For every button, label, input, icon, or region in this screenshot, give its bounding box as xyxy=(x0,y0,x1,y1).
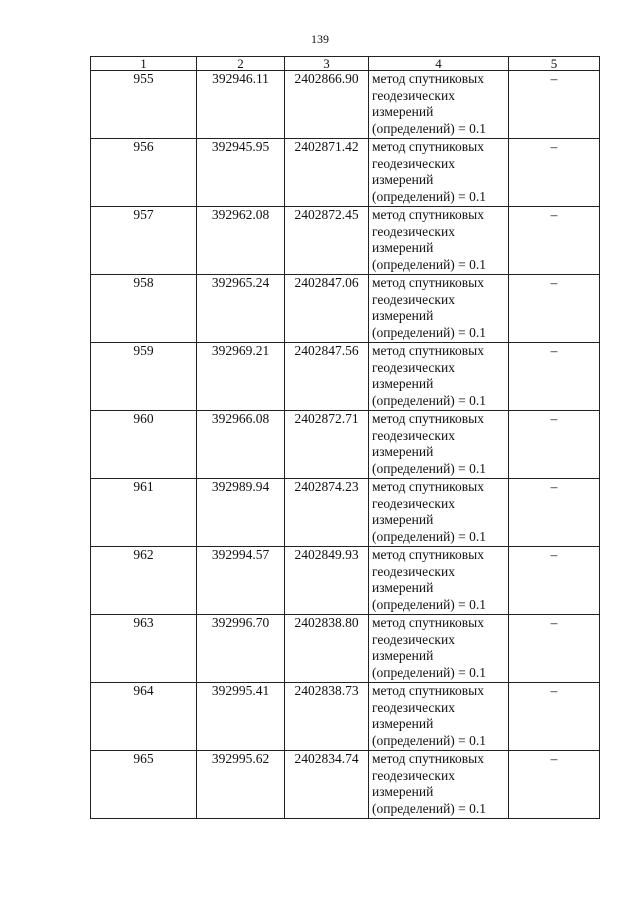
column-header-1: 1 xyxy=(91,57,197,71)
y-coordinate-cell: 2402871.42 xyxy=(285,139,369,207)
point-number-cell: 958 xyxy=(91,275,197,343)
y-coordinate-cell: 2402872.71 xyxy=(285,411,369,479)
method-cell: метод спутниковых геодезических измерений (определений) = 0.1 xyxy=(369,275,509,343)
table-row xyxy=(91,207,600,275)
table-row xyxy=(91,615,600,683)
x-coordinate-cell: 392945.95 xyxy=(197,139,285,207)
method-cell: метод спутниковых геодезических измерений (определений) = 0.1 xyxy=(369,207,509,275)
note-cell: – xyxy=(509,479,600,547)
y-coordinate-cell: 2402872.45 xyxy=(285,207,369,275)
method-cell: метод спутниковых геодезических измерений (определений) = 0.1 xyxy=(369,71,509,139)
column-header-5: 5 xyxy=(509,57,600,71)
y-coordinate-cell: 2402874.23 xyxy=(285,479,369,547)
table-row xyxy=(91,547,600,615)
point-number-cell: 963 xyxy=(91,615,197,683)
table-row xyxy=(91,683,600,751)
point-number-cell: 960 xyxy=(91,411,197,479)
method-cell: метод спутниковых геодезических измерений (определений) = 0.1 xyxy=(369,411,509,479)
point-number-cell: 962 xyxy=(91,547,197,615)
table-row xyxy=(91,751,600,819)
point-number-cell: 956 xyxy=(91,139,197,207)
x-coordinate-cell: 392994.57 xyxy=(197,547,285,615)
x-coordinate-cell: 392965.24 xyxy=(197,275,285,343)
method-cell: метод спутниковых геодезических измерений (определений) = 0.1 xyxy=(369,139,509,207)
note-cell: – xyxy=(509,343,600,411)
x-coordinate-cell: 392995.41 xyxy=(197,683,285,751)
method-cell: метод спутниковых геодезических измерений (определений) = 0.1 xyxy=(369,479,509,547)
x-coordinate-cell: 392966.08 xyxy=(197,411,285,479)
note-cell: – xyxy=(509,71,600,139)
x-coordinate-cell: 392995.62 xyxy=(197,751,285,819)
method-cell: метод спутниковых геодезических измерений (определений) = 0.1 xyxy=(369,343,509,411)
y-coordinate-cell: 2402849.93 xyxy=(285,547,369,615)
note-cell: – xyxy=(509,139,600,207)
point-number-cell: 961 xyxy=(91,479,197,547)
table-row xyxy=(91,275,600,343)
x-coordinate-cell: 392989.94 xyxy=(197,479,285,547)
note-cell: – xyxy=(509,411,600,479)
column-header-4: 4 xyxy=(369,57,509,71)
y-coordinate-cell: 2402847.06 xyxy=(285,275,369,343)
column-header-3: 3 xyxy=(285,57,369,71)
table-row xyxy=(91,411,600,479)
table-row xyxy=(91,71,600,139)
x-coordinate-cell: 392946.11 xyxy=(197,71,285,139)
page-number: 139 xyxy=(311,32,329,46)
method-cell: метод спутниковых геодезических измерений (определений) = 0.1 xyxy=(369,615,509,683)
y-coordinate-cell: 2402847.56 xyxy=(285,343,369,411)
note-cell: – xyxy=(509,547,600,615)
y-coordinate-cell: 2402838.80 xyxy=(285,615,369,683)
y-coordinate-cell: 2402866.90 xyxy=(285,71,369,139)
column-header-2: 2 xyxy=(197,57,285,71)
y-coordinate-cell: 2402838.73 xyxy=(285,683,369,751)
x-coordinate-cell: 392996.70 xyxy=(197,615,285,683)
method-cell: метод спутниковых геодезических измерений (определений) = 0.1 xyxy=(369,547,509,615)
point-number-cell: 955 xyxy=(91,71,197,139)
coordinates-table xyxy=(90,56,600,819)
method-cell: метод спутниковых геодезических измерений (определений) = 0.1 xyxy=(369,683,509,751)
table-header-row xyxy=(91,57,600,71)
note-cell: – xyxy=(509,683,600,751)
point-number-cell: 959 xyxy=(91,343,197,411)
x-coordinate-cell: 392969.21 xyxy=(197,343,285,411)
note-cell: – xyxy=(509,275,600,343)
note-cell: – xyxy=(509,751,600,819)
method-cell: метод спутниковых геодезических измерений (определений) = 0.1 xyxy=(369,751,509,819)
note-cell: – xyxy=(509,207,600,275)
point-number-cell: 964 xyxy=(91,683,197,751)
table-row xyxy=(91,139,600,207)
table-row xyxy=(91,343,600,411)
y-coordinate-cell: 2402834.74 xyxy=(285,751,369,819)
note-cell: – xyxy=(509,615,600,683)
x-coordinate-cell: 392962.08 xyxy=(197,207,285,275)
point-number-cell: 965 xyxy=(91,751,197,819)
point-number-cell: 957 xyxy=(91,207,197,275)
table-row xyxy=(91,479,600,547)
